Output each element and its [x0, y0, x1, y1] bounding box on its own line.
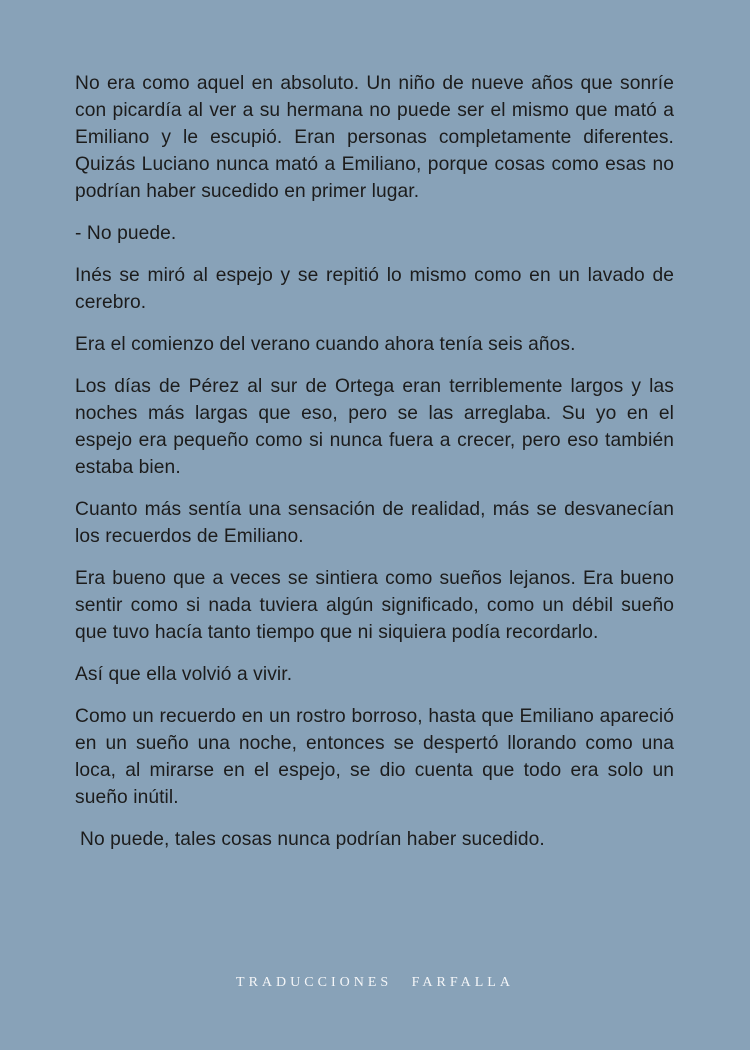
paragraph-5: Los días de Pérez al sur de Ortega eran terriblemente largos y las noches más largas que eso, pero se las arreglaba. Su yo en el espejo era pequeño como si nunca fuera a crecer, pero eso también estaba bien. — [75, 376, 674, 478]
footer-credit: TRADUCCIONES FARFALLA — [236, 975, 514, 990]
paragraph-9: Como un recuerdo en un rostro borroso, hasta que Emiliano apareció en un sueño una noche, entonces se despertó llorando como una loca, al mirarse en el espejo, se dio cuenta que todo era solo un sueño inútil. — [75, 706, 674, 808]
paragraph-4: Era el comienzo del verano cuando ahora tenía seis años. — [75, 334, 576, 355]
paragraph-10: No puede, tales cosas nunca podrían haber sucedido. — [80, 829, 545, 850]
paragraph-3: Inés se miró al espejo y se repitió lo mismo como en un lavado de cerebro. — [75, 265, 674, 313]
document-body — [75, 70, 674, 868]
paragraph-6: Cuanto más sentía una sensación de realidad, más se desvanecían los recuerdos de Emiliano. — [75, 499, 674, 547]
paragraph-8: Así que ella volvió a vivir. — [75, 664, 293, 685]
paragraph-7: Era bueno que a veces se sintiera como sueños lejanos. Era bueno sentir como si nada tuviera algún significado, como un débil sueño que tuvo hacía tanto tiempo que ni siquiera podía recordarlo. — [75, 568, 674, 643]
paragraph-2: - No puede. — [75, 223, 177, 244]
paragraph-1: No era como aquel en absoluto. Un niño de nueve años que sonríe con picardía al ver a su hermana no puede ser el mismo que mató a Emiliano y le escupió. Eran personas completamente diferentes. Quizás Luciano nunca mató a Emiliano, porque cosas como esas no podrían haber sucedido en primer lugar. — [75, 73, 674, 202]
